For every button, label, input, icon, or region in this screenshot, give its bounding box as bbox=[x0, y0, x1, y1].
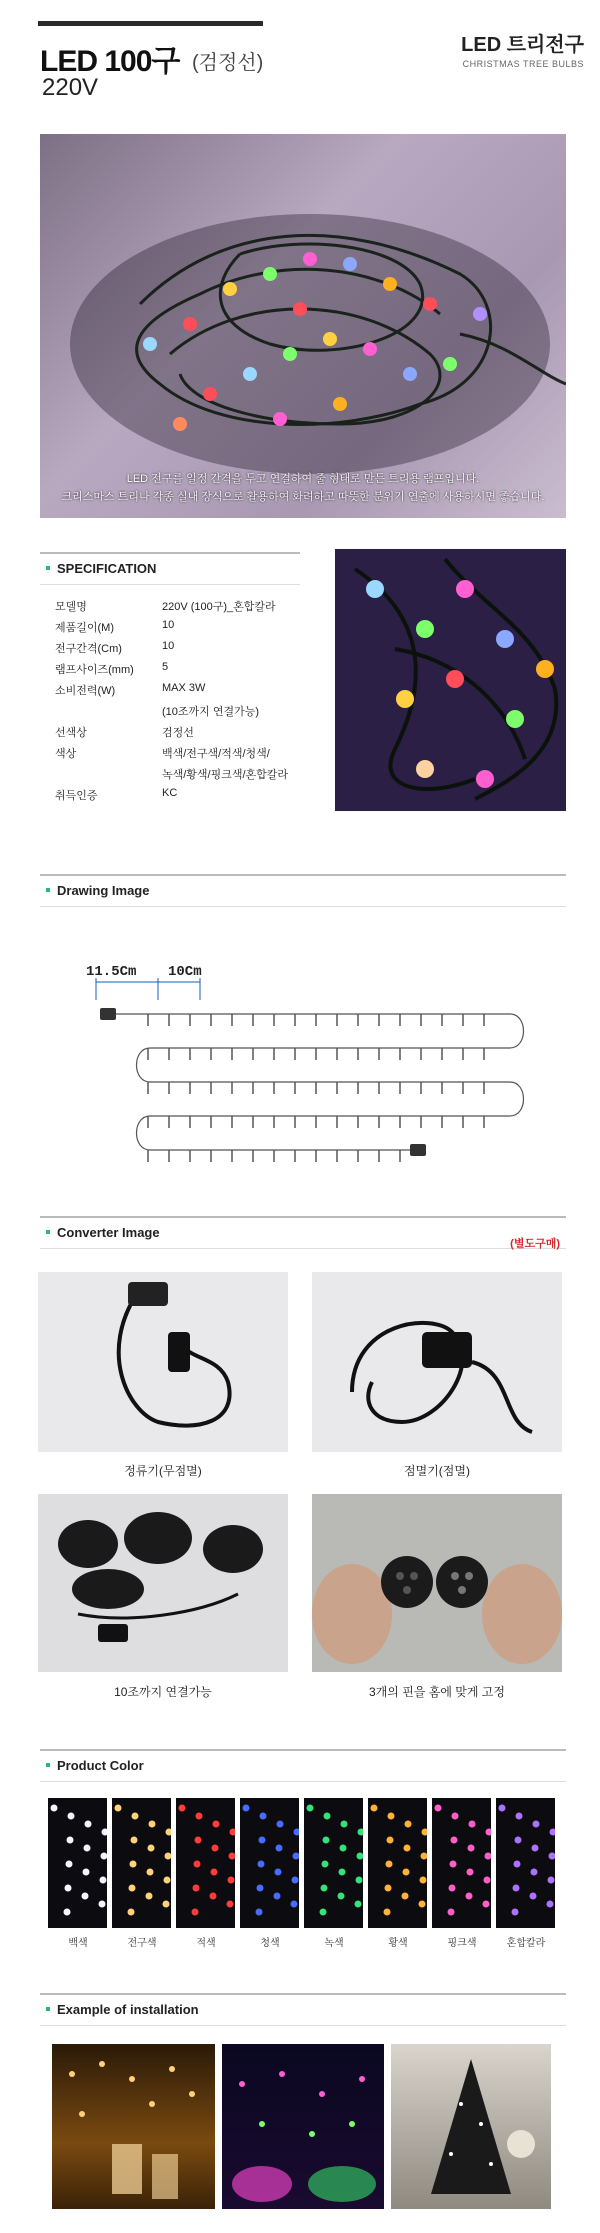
connector-pins-illustration bbox=[312, 1494, 562, 1672]
trees-illustration bbox=[222, 2044, 384, 2209]
installation-photo-candles bbox=[52, 2044, 215, 2209]
hero-caption-line2: 크리스마스 트리나 각종 실내 장식으로 활용하여 화려하고 따뜻한 분위기 연출에 사용하시면 좋습니다. bbox=[61, 491, 545, 503]
dim-gap-label: 10Cm bbox=[168, 964, 202, 980]
section-bullet bbox=[46, 888, 50, 892]
hero-caption bbox=[40, 470, 566, 506]
flasher-photo bbox=[312, 1272, 562, 1452]
drawing-section-header bbox=[40, 874, 566, 907]
color-swatch-label: 핑크색 bbox=[447, 1938, 477, 1949]
rectifier-photo bbox=[38, 1272, 288, 1452]
color-swatch bbox=[496, 1798, 555, 1928]
spec-product-image bbox=[335, 549, 566, 811]
color-swatch bbox=[112, 1798, 171, 1928]
spec-row bbox=[55, 640, 288, 661]
hero-lights-illustration bbox=[40, 134, 566, 518]
connection-illustration bbox=[38, 1494, 288, 1672]
rectifier-caption: 정류기(무점멸) bbox=[124, 1464, 202, 1478]
color-swatch-label: 백색 bbox=[68, 1938, 88, 1949]
spec-value: 220V (100구)_혼합칼라 bbox=[162, 601, 276, 613]
converter-heading: Converter Image bbox=[57, 1225, 160, 1240]
drawing-diagram bbox=[40, 940, 566, 1190]
connection-caption: 10조까지 연결가능 bbox=[114, 1685, 212, 1699]
plug-connector-end bbox=[410, 1144, 426, 1156]
spec-value: 10 bbox=[162, 640, 175, 652]
color-swatch-label: 황색 bbox=[388, 1938, 408, 1949]
spec-key: 소비전력(W) bbox=[55, 685, 116, 697]
spec-key bbox=[55, 703, 162, 724]
connection-photo bbox=[38, 1494, 288, 1672]
spec-row bbox=[55, 661, 288, 682]
product-title-note: (검정선) bbox=[192, 52, 264, 74]
spec-heading: SPECIFICATION bbox=[57, 561, 157, 576]
dim-first-label: 11.5Cm bbox=[86, 964, 137, 980]
spec-key: 색상 bbox=[55, 748, 77, 760]
spec-key: 램프사이즈(mm) bbox=[55, 664, 134, 676]
spec-lights-illustration bbox=[335, 549, 566, 811]
installation-photo-mall-tree bbox=[391, 2044, 551, 2209]
flasher-caption: 점멸기(점멸) bbox=[404, 1464, 470, 1478]
header-bar bbox=[38, 21, 263, 26]
candles-illustration bbox=[52, 2044, 215, 2209]
color-swatch-label: 청색 bbox=[260, 1938, 280, 1949]
installation-section-header bbox=[40, 1993, 566, 2026]
product-voltage: 220V bbox=[42, 74, 99, 101]
hero-image bbox=[40, 134, 566, 518]
spec-row bbox=[55, 598, 288, 619]
spec-value: 검정선 bbox=[162, 727, 194, 739]
drawing-heading: Drawing Image bbox=[57, 883, 150, 898]
spec-key: 취득인증 bbox=[55, 790, 98, 802]
section-bullet bbox=[46, 1763, 50, 1767]
product-title: LED 100구 bbox=[40, 45, 180, 78]
spec-key bbox=[55, 766, 162, 787]
color-swatch bbox=[176, 1798, 235, 1928]
section-bullet bbox=[46, 1230, 50, 1234]
product-color-heading: Product Color bbox=[57, 1758, 144, 1773]
spec-row bbox=[55, 745, 288, 766]
hero-caption-line1: LED 전구를 일정 간격을 두고 연결하여 줄 형태로 만든 트리용 램프입니다. bbox=[126, 473, 480, 485]
spec-value: MAX 3W bbox=[162, 682, 206, 694]
rectifier-illustration bbox=[38, 1272, 288, 1452]
spec-key: 제품길이(M) bbox=[55, 622, 114, 634]
spec-value: 백색/전구색/적색/청색/ bbox=[162, 748, 270, 760]
string-light-diagram bbox=[40, 940, 566, 1190]
sold-separately-note: (별도구매) bbox=[510, 1238, 560, 1250]
spec-row bbox=[55, 703, 288, 724]
spec-row bbox=[55, 724, 288, 745]
spec-table bbox=[55, 598, 288, 808]
color-swatch bbox=[368, 1798, 427, 1928]
spec-value: 5 bbox=[162, 661, 169, 673]
brand-title: LED 트리전구 bbox=[461, 34, 584, 56]
color-swatch bbox=[48, 1798, 107, 1928]
color-swatch-label: 혼합칼라 bbox=[506, 1938, 546, 1949]
color-swatch-label: 녹색 bbox=[324, 1938, 344, 1949]
mall-tree-illustration bbox=[391, 2044, 551, 2209]
installation-photo-trees bbox=[222, 2044, 384, 2209]
spec-value: 녹색/황색/핑크색/혼합칼라 bbox=[162, 769, 289, 781]
color-swatch bbox=[304, 1798, 363, 1928]
flasher-illustration bbox=[312, 1272, 562, 1452]
section-bullet bbox=[46, 2007, 50, 2011]
color-swatch bbox=[240, 1798, 299, 1928]
spec-value: KC bbox=[162, 787, 178, 799]
connector-pins-caption: 3개의 핀을 홈에 맞게 고정 bbox=[369, 1685, 505, 1699]
spec-key: 선색상 bbox=[55, 727, 87, 739]
spec-key: 모델명 bbox=[55, 601, 87, 613]
connector-pins-photo bbox=[312, 1494, 562, 1672]
spec-row bbox=[55, 682, 288, 703]
spec-value: 10 bbox=[162, 619, 175, 631]
color-swatch bbox=[432, 1798, 491, 1928]
spec-row bbox=[55, 787, 288, 808]
brand-block bbox=[461, 28, 584, 69]
plug-connector-start bbox=[100, 1008, 116, 1020]
color-swatch-label: 적색 bbox=[196, 1938, 216, 1949]
spec-key: 전구간격(Cm) bbox=[55, 643, 122, 655]
spec-row bbox=[55, 619, 288, 640]
converter-section-header bbox=[40, 1216, 566, 1249]
section-bullet bbox=[46, 566, 50, 570]
spec-value: (10조까지 연결가능) bbox=[162, 706, 259, 718]
color-swatch-label: 전구색 bbox=[127, 1938, 157, 1949]
spec-row bbox=[55, 766, 288, 787]
color-swatch-row bbox=[48, 1798, 558, 1898]
brand-subtitle: CHRISTMAS TREE BULBS bbox=[462, 59, 584, 69]
product-color-section-header bbox=[40, 1749, 566, 1782]
installation-heading: Example of installation bbox=[57, 2002, 199, 2017]
spec-section-header bbox=[40, 552, 300, 585]
